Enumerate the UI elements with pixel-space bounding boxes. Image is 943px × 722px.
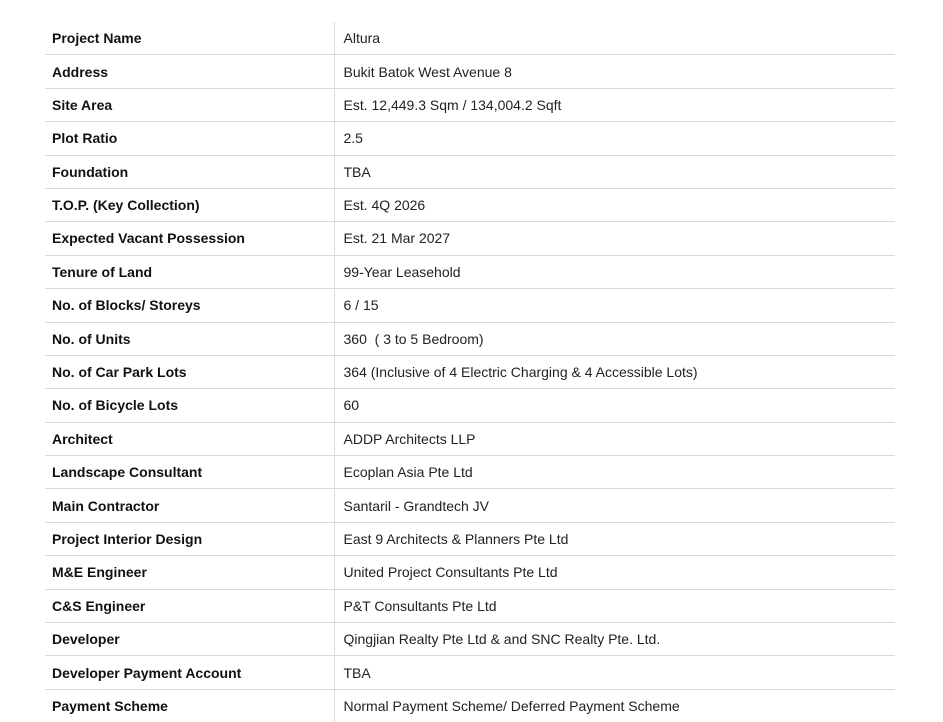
row-label-landscape-consultant: Landscape Consultant xyxy=(45,456,334,489)
row-label-blocks-storeys: No. of Blocks/ Storeys xyxy=(45,289,334,322)
project-details-table xyxy=(45,22,895,722)
row-label-developer-payment-account: Developer Payment Account xyxy=(45,656,334,689)
row-label-top: T.O.P. (Key Collection) xyxy=(45,188,334,221)
row-value-car-park-lots: 364 (Inclusive of 4 Electric Charging & 4 Accessible Lots) xyxy=(334,355,895,388)
table-row xyxy=(45,188,895,221)
row-label-payment-scheme: Payment Scheme xyxy=(45,689,334,722)
row-value-vacant-possession: Est. 21 Mar 2027 xyxy=(334,222,895,255)
row-label-architect: Architect xyxy=(45,422,334,455)
table-row xyxy=(45,88,895,121)
row-value-foundation: TBA xyxy=(334,155,895,188)
row-value-cs-engineer: P&T Consultants Pte Ltd xyxy=(334,589,895,622)
row-value-project-name: Altura xyxy=(334,22,895,55)
row-label-plot-ratio: Plot Ratio xyxy=(45,122,334,155)
table-row xyxy=(45,623,895,656)
row-label-cs-engineer: C&S Engineer xyxy=(45,589,334,622)
row-label-developer: Developer xyxy=(45,623,334,656)
table-row xyxy=(45,456,895,489)
row-value-architect: ADDP Architects LLP xyxy=(334,422,895,455)
row-label-interior-design: Project Interior Design xyxy=(45,522,334,555)
row-label-me-engineer: M&E Engineer xyxy=(45,556,334,589)
table-row xyxy=(45,656,895,689)
table-row xyxy=(45,322,895,355)
row-value-developer: Qingjian Realty Pte Ltd & and SNC Realty Pte. Ltd. xyxy=(334,623,895,656)
row-label-units: No. of Units xyxy=(45,322,334,355)
project-details-body xyxy=(45,22,895,722)
table-row xyxy=(45,55,895,88)
table-row xyxy=(45,389,895,422)
row-value-units: 360 ( 3 to 5 Bedroom) xyxy=(334,322,895,355)
row-label-foundation: Foundation xyxy=(45,155,334,188)
row-value-interior-design: East 9 Architects & Planners Pte Ltd xyxy=(334,522,895,555)
row-value-landscape-consultant: Ecoplan Asia Pte Ltd xyxy=(334,456,895,489)
row-value-address: Bukit Batok West Avenue 8 xyxy=(334,55,895,88)
table-row xyxy=(45,222,895,255)
table-row xyxy=(45,289,895,322)
table-row xyxy=(45,522,895,555)
row-label-tenure: Tenure of Land xyxy=(45,255,334,288)
row-value-site-area: Est. 12,449.3 Sqm / 134,004.2 Sqft xyxy=(334,88,895,121)
row-label-bicycle-lots: No. of Bicycle Lots xyxy=(45,389,334,422)
row-value-me-engineer: United Project Consultants Pte Ltd xyxy=(334,556,895,589)
row-label-main-contractor: Main Contractor xyxy=(45,489,334,522)
table-row xyxy=(45,22,895,55)
table-row xyxy=(45,422,895,455)
row-value-payment-scheme: Normal Payment Scheme/ Deferred Payment Scheme xyxy=(343,697,680,714)
row-label-car-park-lots: No. of Car Park Lots xyxy=(45,355,334,388)
table-row xyxy=(45,355,895,388)
table-row xyxy=(45,489,895,522)
row-label-site-area: Site Area xyxy=(45,88,334,121)
row-value-tenure: 99-Year Leasehold xyxy=(334,255,895,288)
row-value-main-contractor: Santaril - Grandtech JV xyxy=(334,489,895,522)
row-value-plot-ratio: 2.5 xyxy=(334,122,895,155)
row-label-project-name: Project Name xyxy=(45,22,334,55)
table-row xyxy=(45,122,895,155)
row-value-developer-payment-account: TBA xyxy=(334,656,895,689)
table-row xyxy=(45,155,895,188)
row-label-address: Address xyxy=(45,55,334,88)
table-row xyxy=(45,689,895,722)
table-row xyxy=(45,556,895,589)
row-value-blocks-storeys: 6 / 15 xyxy=(334,289,895,322)
row-label-vacant-possession: Expected Vacant Possession xyxy=(45,222,334,255)
table-row xyxy=(45,589,895,622)
table-row xyxy=(45,255,895,288)
row-value-bicycle-lots: 60 xyxy=(334,389,895,422)
row-value-top: Est. 4Q 2026 xyxy=(334,188,895,221)
